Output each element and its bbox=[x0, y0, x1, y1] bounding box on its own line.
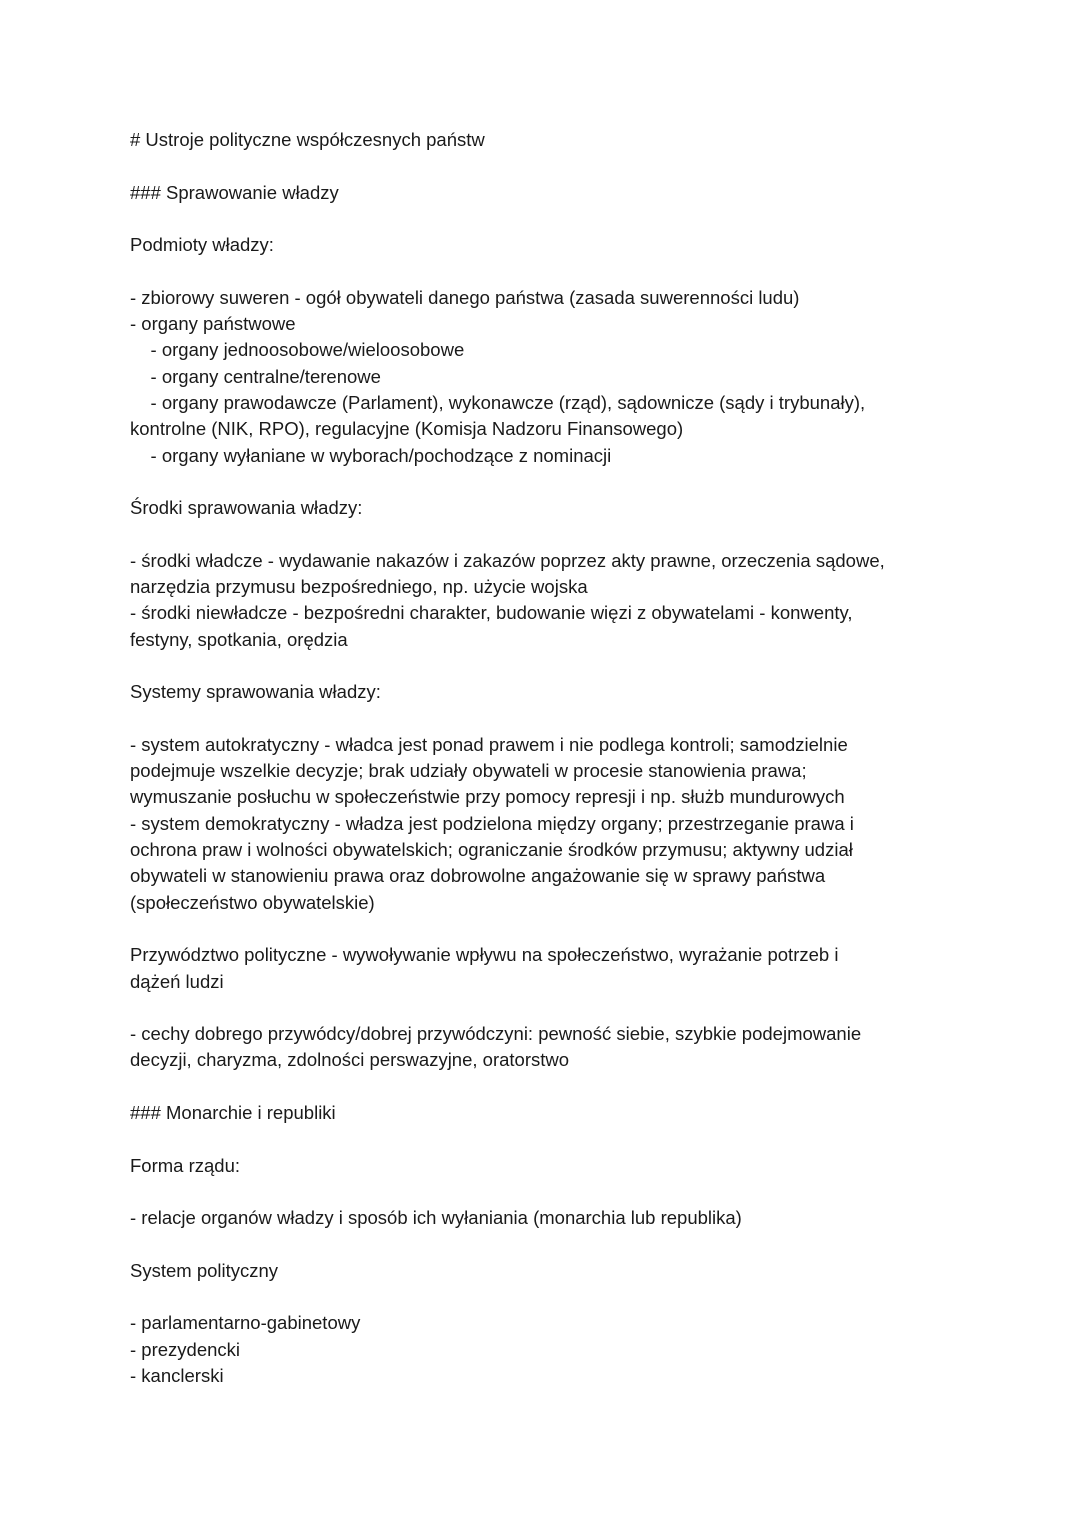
blank-line bbox=[130, 206, 960, 232]
document-line: Podmioty władzy: bbox=[130, 234, 274, 256]
document-line: - organy prawodawcze (Parlament), wykonawcze (rząd), sądownicze (sądy i trybunały), bbox=[130, 391, 866, 413]
blank-line bbox=[130, 258, 960, 284]
document-line: - prezydencki bbox=[130, 1338, 241, 1360]
document-line: # Ustroje polityczne współczesnych państw bbox=[130, 129, 485, 150]
document-line: - kanclerski bbox=[130, 1364, 224, 1386]
blank-line bbox=[130, 153, 960, 179]
document-line: - organy wyłaniane w wyborach/pochodzące z nominacji bbox=[130, 444, 612, 466]
document-line: dążeń ludzi bbox=[130, 970, 224, 992]
document-line: - organy centralne/terenowe bbox=[130, 365, 381, 387]
document-line: - organy jednoosobowe/wieloosobowe bbox=[130, 339, 465, 361]
blank-line bbox=[130, 1231, 960, 1257]
document-line: kontrolne (NIK, RPO), regulacyjne (Komisja Nadzoru Finansowego) bbox=[130, 418, 684, 440]
document-line: System polityczny bbox=[130, 1259, 279, 1281]
document-line: - zbiorowy suweren - ogół obywateli danego państwa (zasada suwerenności ludu) bbox=[130, 286, 800, 308]
blank-line bbox=[130, 916, 960, 942]
document-line: decyzji, charyzma, zdolności perswazyjne, oratorstwo bbox=[130, 1049, 570, 1071]
document-line: - cechy dobrego przywódcy/dobrej przywódczyni: pewność siebie, szybkie podejmowanie bbox=[130, 1023, 862, 1045]
document-line: ### Monarchie i republiki bbox=[130, 1101, 336, 1123]
document-line: Środki sprawowania władzy: bbox=[130, 497, 363, 519]
document-line: - system demokratyczny - władza jest podzielona między organy; przestrzeganie prawa i bbox=[130, 812, 854, 834]
blank-line bbox=[130, 1284, 960, 1310]
document-line: - środki władcze - wydawanie nakazów i zakazów poprzez akty prawne, orzeczenia sądowe, bbox=[130, 549, 885, 571]
document-line: wymuszanie posłuchu w społeczeństwie przy pomocy represji i np. służb mundurowych bbox=[130, 786, 845, 808]
document-body bbox=[130, 127, 960, 1389]
blank-line bbox=[130, 706, 960, 732]
document-line: (społeczeństwo obywatelskie) bbox=[130, 891, 375, 913]
document-line: - organy państwowe bbox=[130, 313, 296, 335]
blank-line bbox=[130, 1074, 960, 1100]
document-line: ochrona praw i wolności obywatelskich; ograniczanie środków przymusu; aktywny udział bbox=[130, 839, 853, 861]
document-line: ### Sprawowanie władzy bbox=[130, 181, 339, 203]
document-line: - parlamentarno-gabinetowy bbox=[130, 1312, 361, 1334]
document-line: - środki niewładcze - bezpośredni charakter, budowanie więzi z obywatelami - konwenty, bbox=[130, 602, 853, 624]
blank-line bbox=[130, 1126, 960, 1152]
document-line: - relacje organów władzy i sposób ich wyłaniania (monarchia lub republika) bbox=[130, 1207, 742, 1229]
document-line: Forma rządu: bbox=[130, 1154, 241, 1176]
document-line: obywateli w stanowieniu prawa oraz dobrowolne angażowanie się w sprawy państwa bbox=[130, 865, 826, 887]
document-line: narzędzia przymusu bezpośredniego, np. użycie wojska bbox=[130, 576, 588, 598]
blank-line bbox=[130, 1179, 960, 1205]
blank-line bbox=[130, 995, 960, 1021]
document-line: podejmuje wszelkie decyzje; brak udziały obywateli w procesie stanowienia prawa; bbox=[130, 760, 807, 782]
blank-line bbox=[130, 469, 960, 495]
document-line: Systemy sprawowania władzy: bbox=[130, 681, 381, 703]
document-line: - system autokratyczny - władca jest ponad prawem i nie podlega kontroli; samodzielnie bbox=[130, 733, 848, 755]
blank-line bbox=[130, 653, 960, 679]
blank-line bbox=[130, 521, 960, 547]
document-line: Przywództwo polityczne - wywoływanie wpływu na społeczeństwo, wyrażanie potrzeb i bbox=[130, 944, 839, 966]
document-line: festyny, spotkania, orędzia bbox=[130, 628, 348, 650]
